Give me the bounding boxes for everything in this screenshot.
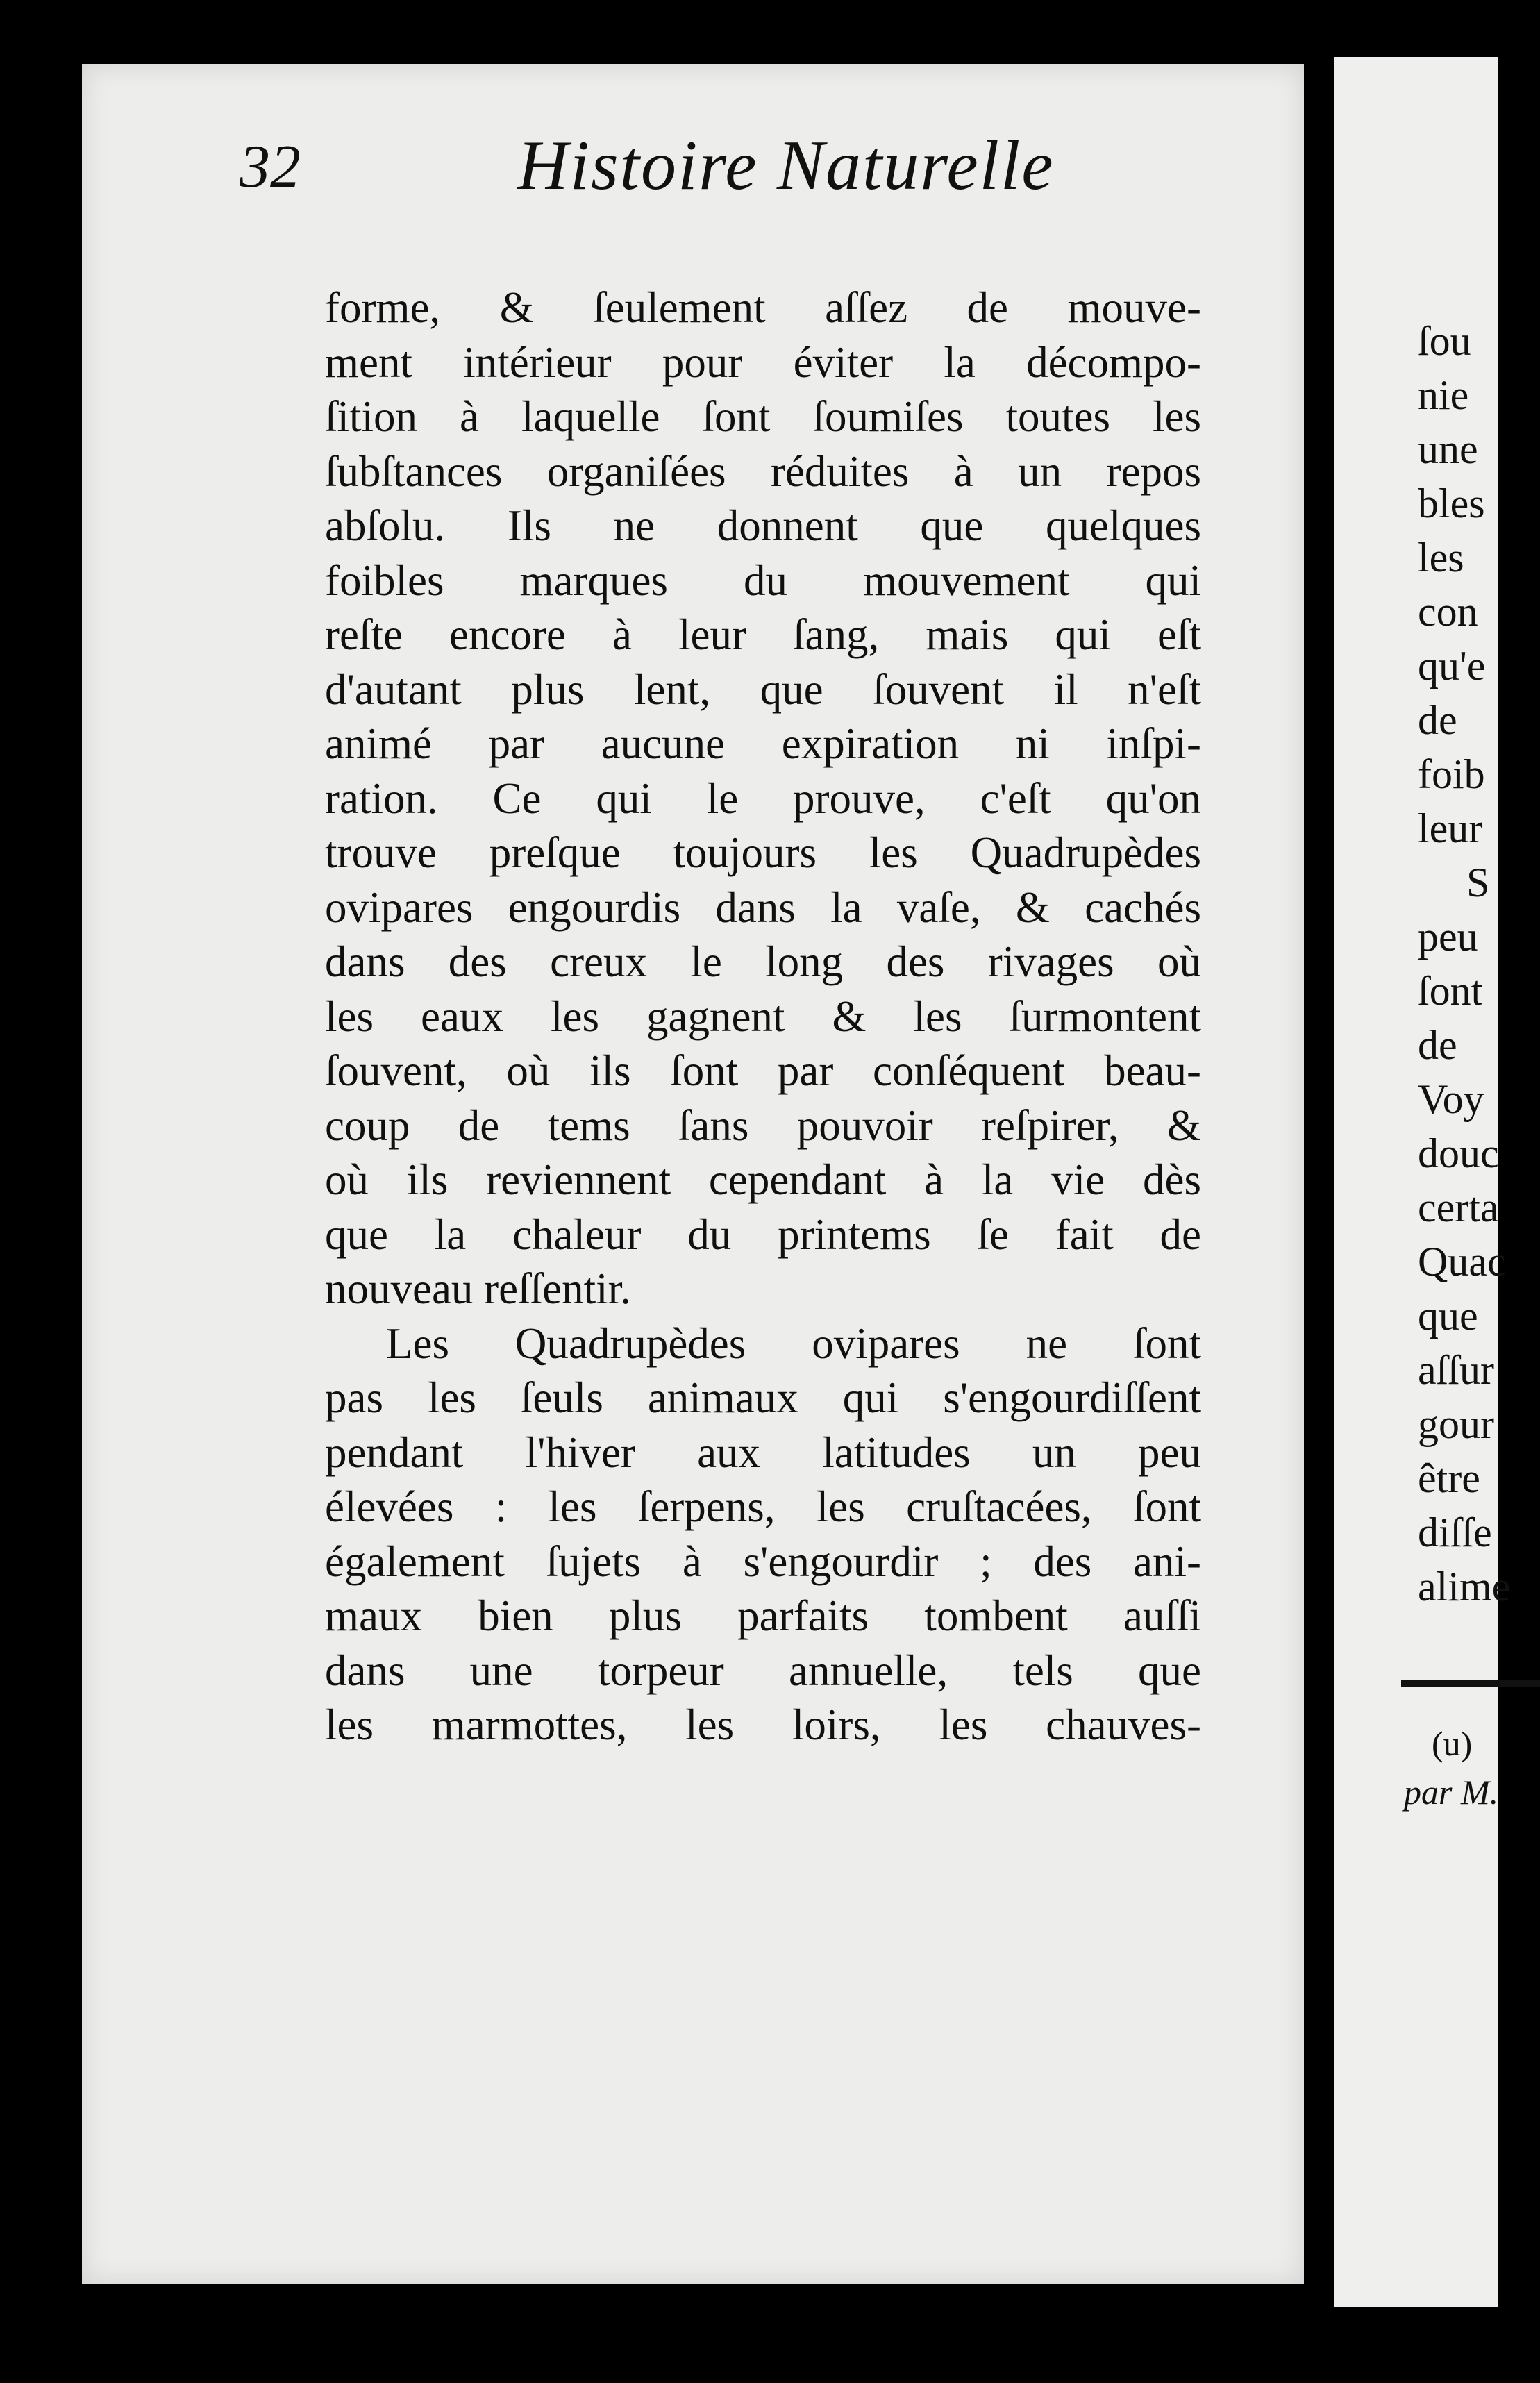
text-line: pas les ſeuls animaux qui s'engourdiſſent [325, 1373, 1201, 1422]
text-line: animé par aucune expiration ni inſpi- [325, 719, 1201, 768]
right-text-fragment: S [1466, 860, 1490, 905]
right-text-fragment: leur [1418, 805, 1483, 851]
text-line: également ſujets à s'engourdir ; des ani- [325, 1537, 1201, 1586]
text-line: trouve preſque toujours les Quadrupèdes [325, 828, 1201, 877]
text-line: ment intérieur pour éviter la décompo- [325, 337, 1201, 387]
text-line: nouveau reſſentir. [325, 1264, 631, 1313]
text-line: abſolu. Ils ne donnent que quelques [325, 501, 1201, 550]
text-line: ſition à laquelle ſont ſoumiſes toutes les [325, 392, 1201, 441]
paragraph-start-line: Les Quadrupèdes ovipares ne ſont [386, 1319, 1201, 1368]
right-text-fragment: diſſe [1418, 1510, 1492, 1555]
page-number: 32 [240, 133, 301, 201]
right-text-fragment: qu'e [1418, 643, 1486, 689]
right-text-fragment: nie [1418, 372, 1469, 418]
right-text-fragment: certa [1418, 1185, 1499, 1230]
text-line: ſubſtances organiſées réduites à un repos [325, 446, 1201, 496]
right-text-fragment: de [1418, 1022, 1457, 1068]
right-text-fragment: que [1418, 1293, 1478, 1339]
right-page [1334, 57, 1511, 2307]
footnote-text: par M. [1404, 1773, 1499, 1812]
footnote-rule [1401, 1680, 1540, 1687]
text-line: dans des creux le long des rivages où [325, 937, 1201, 986]
right-text-fragment: foib [1418, 751, 1485, 797]
text-line: dans une torpeur annuelle, tels que [325, 1646, 1201, 1695]
right-text-fragment: Voy [1418, 1076, 1484, 1122]
body-text [325, 281, 1201, 1753]
text-line: forme, & ſeulement aſſez de mouve- [325, 283, 1201, 332]
running-head [240, 125, 1212, 222]
right-text-fragment: une [1418, 426, 1478, 472]
right-text-fragment: ſont [1418, 968, 1483, 1014]
right-text-fragment: les [1418, 535, 1464, 580]
text-line: foibles marques du mouvement qui [325, 555, 1201, 605]
right-text-fragment: douc [1418, 1130, 1499, 1176]
running-title: Histoire Naturelle [517, 126, 1055, 205]
text-line: que la chaleur du printems ſe fait de [325, 1210, 1201, 1259]
footnote-marker: (u) [1432, 1724, 1473, 1763]
text-line: les marmottes, les loirs, les chauves- [325, 1700, 1201, 1749]
right-text-fragment: Quac [1418, 1239, 1506, 1285]
right-text-fragment: ſou [1418, 318, 1471, 364]
right-text-fragment: être [1418, 1455, 1480, 1501]
right-text-fragment: de [1418, 697, 1457, 743]
text-line: ovipares engourdis dans la vaſe, & cachés [325, 883, 1201, 932]
text-line: élevées : les ſerpens, les cruſtacées, ſont [325, 1482, 1201, 1531]
text-line: pendant l'hiver aux latitudes un peu [325, 1428, 1201, 1477]
text-line: où ils reviennent cependant à la vie dès [325, 1155, 1201, 1204]
right-text-fragment: peu [1418, 914, 1478, 960]
text-line: maux bien plus parfaits tombent auſſi [325, 1591, 1201, 1640]
text-line: les eaux les gagnent & les ſurmontent [325, 992, 1201, 1041]
right-text-fragment: bles [1418, 480, 1485, 526]
right-text-fragment: aſſur [1418, 1347, 1494, 1393]
text-line: d'autant plus lent, que ſouvent il n'eſt [325, 664, 1201, 714]
text-line: ſouvent, où ils ſont par conſéquent beau- [325, 1046, 1201, 1095]
right-text-fragment: con [1418, 589, 1478, 635]
text-line: coup de tems ſans pouvoir reſpirer, & [325, 1101, 1201, 1150]
text-line: reſte encore à leur ſang, mais qui eſt [325, 610, 1201, 659]
right-text-fragment: gour [1418, 1401, 1494, 1447]
right-text-fragment: alime [1418, 1564, 1511, 1609]
text-line: ration. Ce qui le prouve, c'eſt qu'on [325, 774, 1201, 823]
